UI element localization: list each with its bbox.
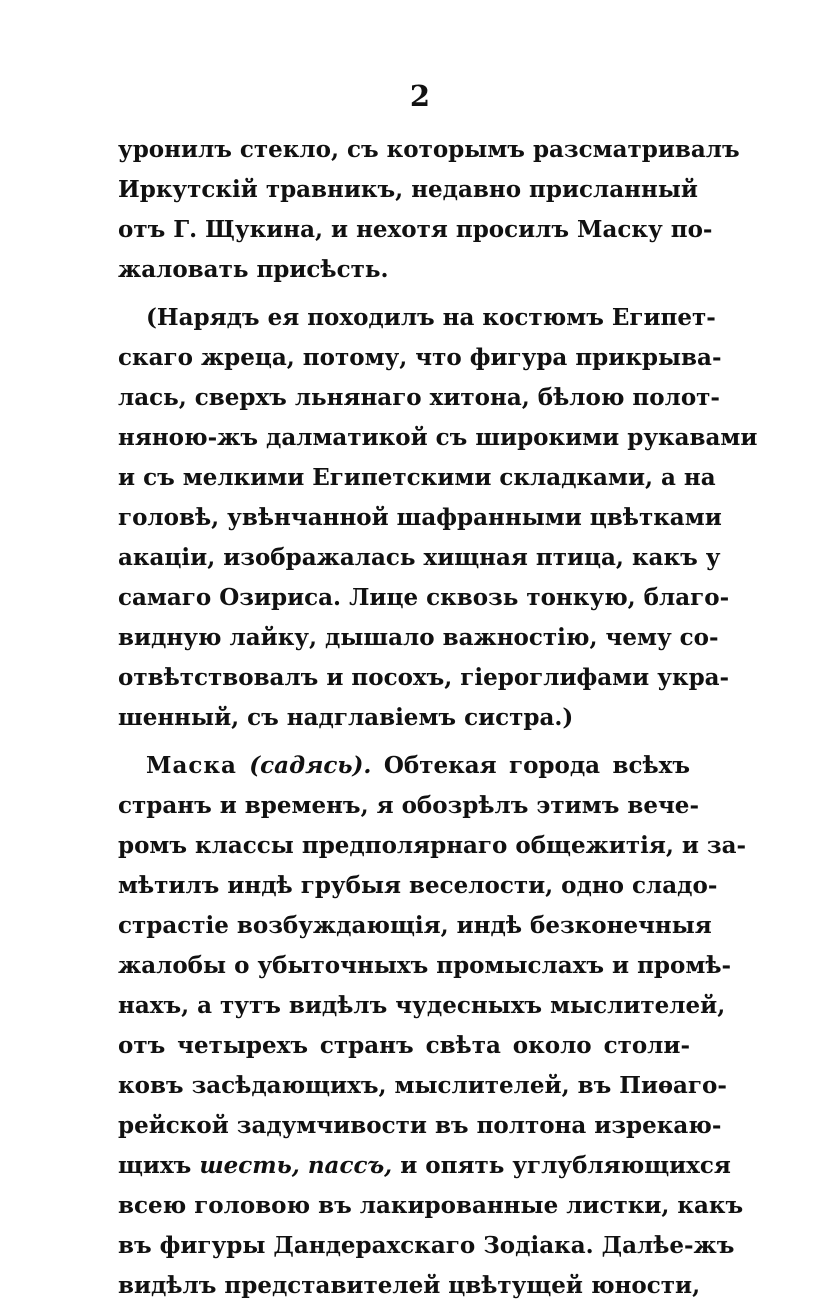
text-line: нахъ, а тутъ видѣлъ чудесныхъ мыслителей,	[118, 992, 726, 1019]
text-line: уронилъ стекло, съ которымъ разсматривалъ	[118, 136, 740, 163]
text-line: акаціи, изображалась хищная птица, какъ у	[118, 544, 721, 571]
text-fragment: щихъ	[118, 1152, 192, 1179]
stage-direction: (садясь).	[249, 752, 372, 779]
text-line: въ фигуры Дандерахскаго Зодіака. Далѣе-жъ	[118, 1232, 735, 1259]
text-line: рейской задумчивости въ полтона изрекаю-	[118, 1112, 722, 1139]
text-line: ромъ классы предполярнаго общежитія, и за-	[118, 832, 747, 859]
page-number: 2	[409, 79, 431, 113]
text-line: ковъ засѣдающихъ, мыслителей, въ Пиѳаго-	[118, 1072, 727, 1099]
text-line: и съ мелкими Египетскими складками, а на	[118, 464, 716, 491]
text-fragment: и опять углубляющихся	[400, 1152, 731, 1179]
text-line: шенный, съ надглавіемъ систра.)	[118, 704, 574, 731]
text-line: видную лайку, дышало важностію, чему со-	[118, 624, 719, 651]
text-line: (Нарядъ ея походилъ на костюмъ Египет-	[146, 304, 716, 331]
text-line: отвѣтствовалъ и посохъ, гіероглифами укра-	[118, 664, 730, 691]
speaker-name: Маска	[146, 752, 237, 779]
text-line: самаго Озириса. Лице сквозь тонкую, благо-	[118, 584, 730, 611]
text-line: отъ четырехъ странъ свѣта около столи-	[118, 1032, 690, 1059]
body-text	[118, 130, 758, 1306]
text-line: мѣтилъ индѣ грубыя веселости, одно сладо-	[118, 872, 718, 899]
text-line: лась, сверхъ льнянаго хитона, бѣлою полот-	[118, 384, 720, 411]
italic-fragment: шесть, пассъ,	[199, 1152, 393, 1179]
text-line: няною-жъ далматикой съ широкими рукавами	[118, 424, 758, 451]
text-line: головѣ, увѣнчанной шафранными цвѣтками	[118, 504, 722, 531]
speech-first-line	[118, 746, 690, 786]
text-line: странъ и временъ, я обозрѣлъ этимъ вече-	[118, 792, 699, 819]
paragraph-gap	[118, 738, 690, 746]
text-line: видѣлъ представителей цвѣтущей юности,	[118, 1272, 701, 1299]
text-line: всею головою въ лакированные листки, какъ	[118, 1192, 744, 1219]
text-line: скаго жреца, потому, что фигура прикрыва-	[118, 344, 722, 371]
paragraph-gap	[118, 290, 690, 298]
text-line: отъ Г. Щукина, и нехотя просилъ Маску по-	[118, 216, 713, 243]
text-line: жаловать присѣсть.	[118, 256, 389, 283]
text-fragment: Обтекая города всѣхъ	[383, 752, 690, 779]
text-line: Иркутскій травникъ, недавно присланный	[118, 176, 698, 203]
text-line: страстіе возбуждающія, индѣ безконечныя	[118, 912, 712, 939]
text-line-with-italic	[118, 1146, 731, 1186]
text-line: жалобы о убыточныхъ промыслахъ и промѣ-	[118, 952, 732, 979]
